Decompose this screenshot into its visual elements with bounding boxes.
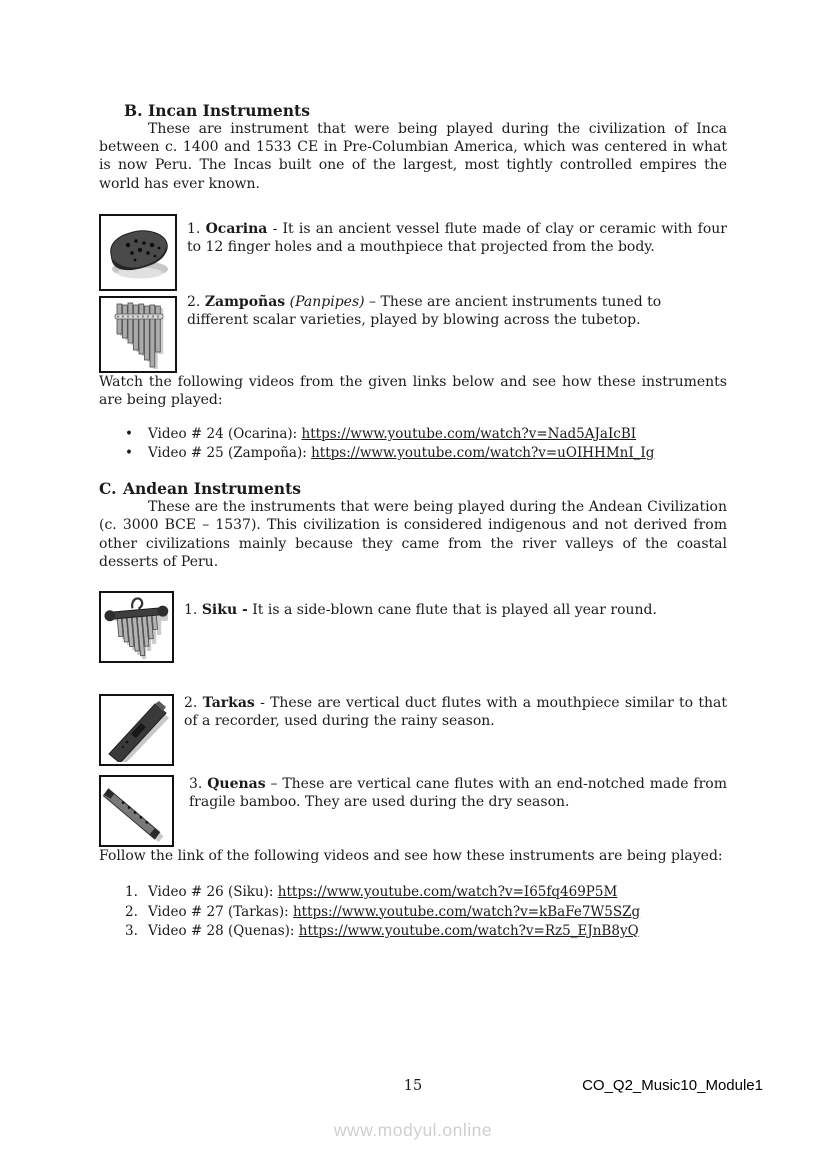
item-number: 2. [184,695,203,712]
item-text: It is an ancient vessel flute made of clay or ceramic with four to 12 finger holes and a mouthpiece that projected from the body. [187,220,727,256]
video-link-line [148,444,654,463]
item-note: (Panpipes) [285,293,365,310]
item-number: 3. [189,776,208,793]
item-text: It is a side-blown cane flute that is played all year round. [252,602,657,619]
section-b-label: B. [124,101,143,120]
list-item [125,444,727,463]
item-text: These are vertical cane flutes with an end-notched made from fragile bamboo. They are used during the dry season. [189,776,727,811]
section-c-intro: These are the instruments that were being played during the Andean Civilization (c. 3000 BCE – 1537). This civilization is considered indigenous and not derived from other civilizations mainly because they came from the river valleys of the coastal desserts of Peru. [99,499,727,570]
video-link-line [148,903,640,922]
ocarina-description [187,220,727,256]
item-dash: – [364,293,381,310]
item-text: These are vertical duct flutes with a mouthpiece similar to that of a recorder, used during the rainy season. [184,695,727,730]
item-name: Ocarina [205,220,268,237]
video-label: Video # 25 (Zampoña): [148,444,312,461]
section-c-video-list [99,883,727,941]
video-link-line [148,883,617,902]
video-url-link[interactable]: https://www.youtube.com/watch?v=Rz5_EJnB8yQ [298,922,639,939]
panpipes-photo [99,296,177,373]
instrument-item-zamponas [99,293,727,373]
zamponas-description [187,293,687,329]
video-label: Video # 27 (Tarkas): [148,903,293,920]
bullet-icon: • [125,444,133,461]
section-b-watch-text: Watch the following videos from the given links below and see how these instruments are being played: [99,373,727,409]
item-number: 1. [187,220,206,237]
section-c-label: C. [99,479,117,499]
list-number: 3. [125,922,138,939]
item-name: Quenas [207,776,266,793]
section-c-title: Andean Instruments [123,479,301,499]
tarkas-description [184,694,727,730]
watermark: www.modyul.online [333,1120,493,1140]
siku-image [103,595,170,659]
item-number: 1. [184,602,202,619]
video-link-line [148,922,639,941]
list-item [125,903,727,922]
footer-module-code: CO_Q2_Music10_Module1 [582,1077,763,1094]
tarkas-image [103,698,170,762]
page-content [99,0,727,941]
item-text: These are ancient instruments tuned to different scalar varieties, played by blowing across the tubetop. [187,293,662,329]
video-label: Video # 26 (Siku): [148,884,278,901]
video-label: Video # 24 (Ocarina): [148,426,302,443]
item-dash: - [254,695,271,712]
item-name: Zampoñas [204,293,286,310]
ocarina-photo [99,214,177,291]
list-item [125,922,727,941]
panpipes-image [103,300,173,369]
item-name: Siku - [201,602,248,619]
list-item [125,883,727,902]
list-number: 2. [125,903,138,920]
bullet-icon: • [125,426,133,443]
video-link-line [148,425,636,444]
instrument-item-ocarina [99,214,727,291]
item-dash: - [267,220,283,237]
instrument-item-quenas [99,775,727,847]
item-number: 2. [187,293,205,310]
tarkas-photo [99,694,174,766]
section-b-video-list [99,425,727,462]
video-url-link[interactable]: https://www.youtube.com/watch?v=I65fq469P5M [277,884,618,901]
section-c-follow-text: Follow the link of the following videos and see how these instruments are being played: [99,848,723,865]
video-label: Video # 28 (Quenas): [148,922,299,939]
item-dash: – [265,776,283,793]
siku-description [184,601,727,619]
section-c-heading [99,479,727,498]
section-b-intro: These are instrument that were being played during the civilization of Inca between c. 1400 and 1533 CE in Pre-Columbian America, which was centered in what is now Peru. The Incas built one of the largest, most tightly controlled empires the world has ever known. [99,121,727,192]
quenas-description [184,775,727,811]
page-number: 15 [403,1078,423,1094]
ocarina-image [103,218,173,287]
video-url-link[interactable]: https://www.youtube.com/watch?v=kBaFe7W5SZg [292,903,641,920]
list-number: 1. [125,884,138,901]
list-item [125,425,727,444]
quenas-photo [99,775,174,847]
item-name: Tarkas [202,695,255,712]
instrument-item-tarkas [99,694,727,766]
video-url-link[interactable]: https://www.youtube.com/watch?v=uOIHHMnI_Ig [311,444,655,461]
section-b-title: Incan Instruments [148,101,310,120]
section-b-heading [124,101,727,120]
siku-photo [99,591,174,663]
quenas-image [103,779,170,843]
instrument-item-siku [99,591,727,663]
video-url-link[interactable]: https://www.youtube.com/watch?v=Nad5AJaIcBI [301,426,637,443]
